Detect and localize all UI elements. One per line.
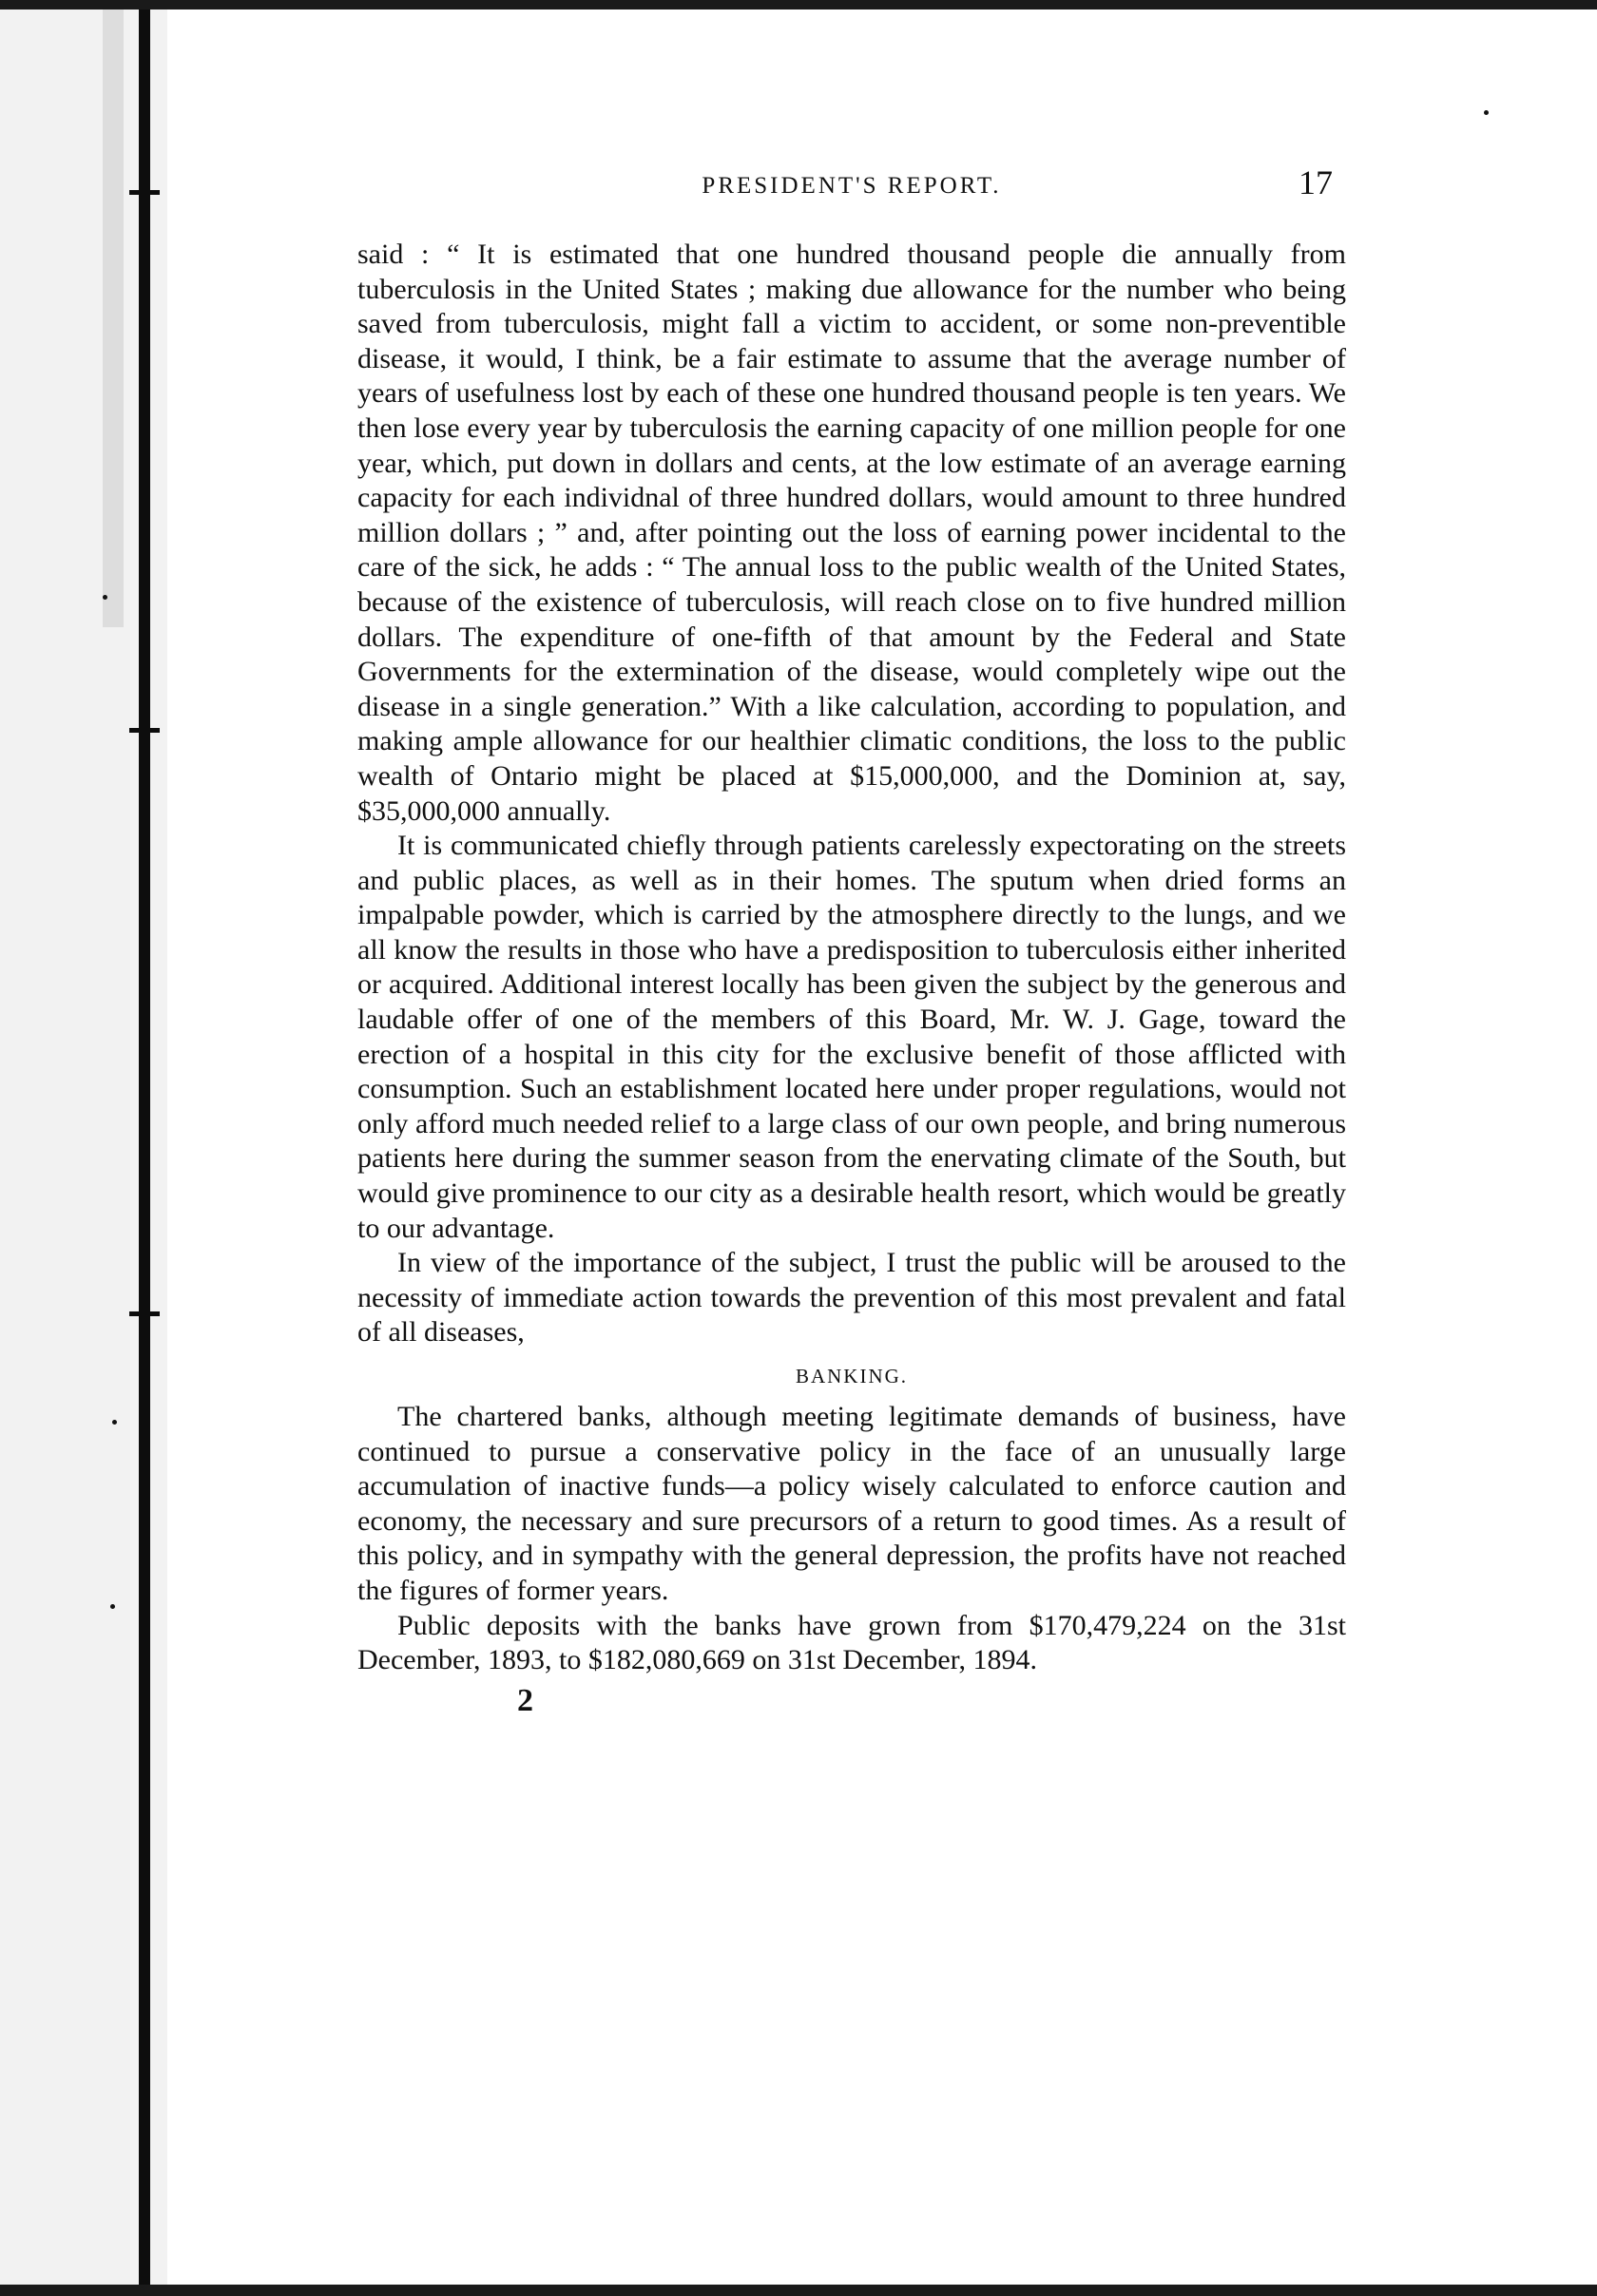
paragraph: In view of the importance of the subject, I trust the public will be aroused to the necessity of immediate action towards the prevention of this most prevalent and fatal of all diseases, <box>357 1247 1346 1349</box>
binding-edge <box>139 0 150 2296</box>
page-title: PRESIDENT'S REPORT. <box>702 173 1002 199</box>
binding-tick <box>129 728 160 733</box>
signature-mark: 2 <box>517 1682 533 1718</box>
section-heading: BANKING. <box>795 1365 909 1387</box>
paragraph: It is communicated chiefly through patients carelessly expectorating on the streets and public places, as well as in their homes. The sputum when dried forms an impalpable powder, which is carried by the atmosphere directly to the lungs, and we all know the results in those who have a predisposition to tuberculosis either inherited or acquired. Additional interest locally has been given the subject by the generous and laudable offer of one of the members of this Board, Mr. W. J. Gage, toward the erection of a hospital in this city for the exclusive benefit of those afflicted with consumption. Such an establishment located here under proper regulations, would not only afford much needed relief to a large class of our own people, and bring numerous patients here during the summer season from the enervating climate of the South, but would give prominence to our city as a desirable health resort, which would be greatly to our advantage. <box>357 830 1346 1244</box>
margin-speck <box>112 1420 117 1425</box>
paragraph: said : “ It is estimated that one hundred thousand people die annually from tuberculosis in the United States ; making due allowance for the number who being saved from tuberculosis, might fall a victim to accident, or some non-preventible disease, it would, I think, be a fair estimate to assume that the average number of years of usefulness lost by each of these one hundred thousand people is ten years. We then lose every year by tuberculosis the earning capacity of one million people for one year, which, put down in dollars and cents, at the low estimate of an average earning capacity for each individnal of three hundred dollars, would amount to three hundred million dollars ; ” and, after pointing out the loss of earning power incidental to the care of the sick, he adds : “ The annual loss to the public wealth of the United States, because of the existence of tuberculosis, will reach close on to five hundred million dollars. The expenditure of one-fifth of that amount by the Federal and State Governments for the extermination of the disease, would completely wipe out the disease in a single generation.” With a like calculation, according to population, and making ample allowance for our healthier climatic conditions, the loss to the public wealth of Ontario might be placed at $15,000,000, and the Dominion at, say, $35,000,000 annually. <box>357 239 1346 827</box>
margin-speck <box>110 1604 115 1609</box>
page-number: 17 <box>1299 163 1333 201</box>
margin-speck <box>103 595 107 600</box>
paragraph: Public deposits with the banks have grown from $170,479,224 on the 31st December, 1893, to $182,080,669 on 31st December, 1894. <box>357 1609 1346 1676</box>
binding-shadow <box>103 10 124 627</box>
margin-speck <box>1484 110 1489 115</box>
binding-tick <box>129 190 160 195</box>
bottom-scan-border <box>0 2285 1597 2296</box>
running-header <box>357 163 1346 207</box>
binding-tick <box>129 1311 160 1316</box>
top-scan-border <box>0 0 1597 10</box>
paragraph: The chartered banks, although meeting legitimate demands of business, have continued to pursue a conservative policy in the face of an unusually large accumulation of inactive funds—a policy wisely calculated to enforce caution and economy, the necessary and sure precursors of a return to good times. As a result of this policy, and in sympathy with the general depression, the profits have not reached the figures of former years. <box>357 1401 1346 1606</box>
body-text <box>357 238 1346 1720</box>
